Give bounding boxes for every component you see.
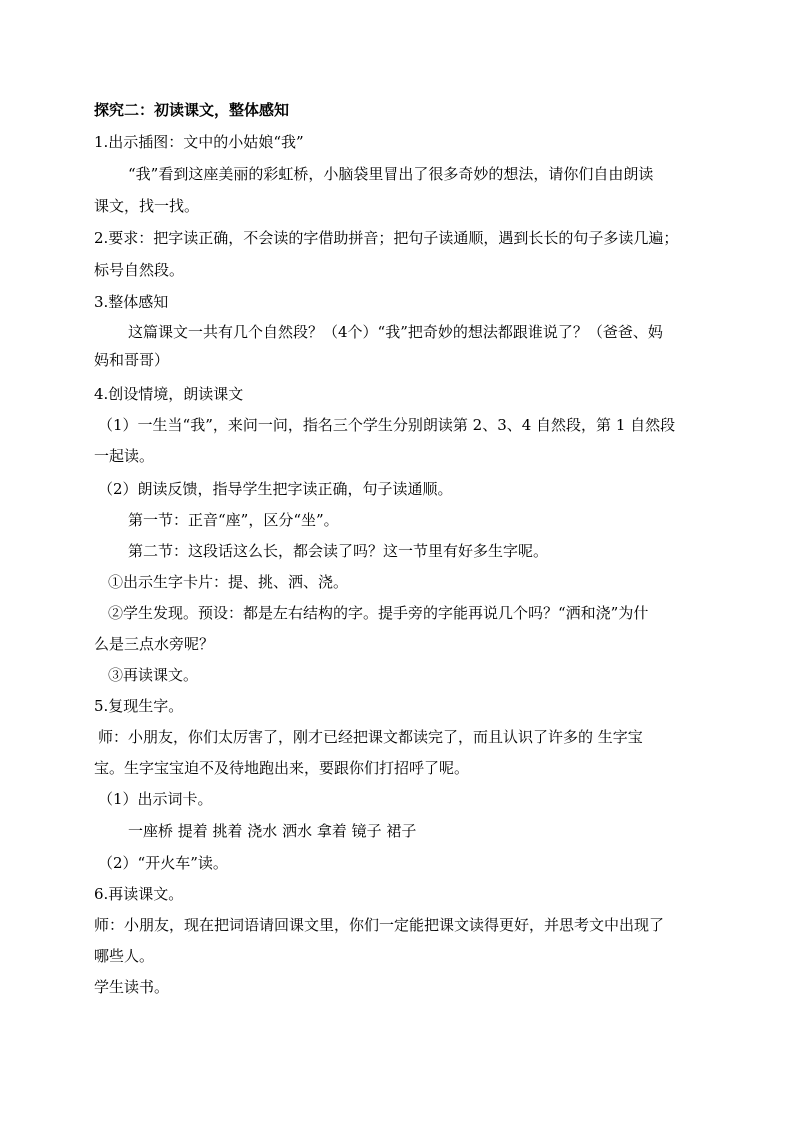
- paragraph-line: 一起读。: [94, 447, 155, 465]
- step-4-heading: 4.创设情境，朗读课文: [94, 385, 244, 403]
- paragraph-line: 宝。生字宝宝迫不及待地跑出来，要跟你们打招呼了呢。: [94, 759, 470, 777]
- paragraph-line: （1）一生当“我”，来问一问，指名三个学生分别朗读第 2、3、4 自然段，第 1 自然段: [98, 416, 676, 434]
- paragraph-line: 标号自然段。: [94, 261, 185, 279]
- paragraph-line: ③再读课文。: [108, 666, 199, 684]
- step-2-heading: 2.要求：把字读正确，不会读的字借助拼音；把句子读通顺，遇到长长的句子多读几遍；: [94, 229, 679, 247]
- paragraph-line: 么是三点水旁呢？: [94, 635, 215, 653]
- paragraph-line: “我”看到这座美丽的彩虹桥，小脑袋里冒出了很多奇妙的想法，请你们自由朗读: [128, 165, 654, 183]
- paragraph-line: 课文，找一找。: [94, 197, 200, 215]
- paragraph-line: 哪些人。: [94, 947, 155, 965]
- paragraph-line: 学生读书。: [94, 978, 170, 996]
- paragraph-line: 第一节：正音“座”，区分“坐”。: [128, 511, 339, 529]
- paragraph-line: 师：小朋友，现在把词语请回课文里，你们一定能把课文读得更好，并思考文中出现了: [94, 916, 665, 934]
- step-5-heading: 5.复现生字。: [94, 697, 184, 715]
- paragraph-line: 妈和哥哥）: [94, 351, 170, 369]
- paragraph-line: 这篇课文一共有几个自然段？（4个）“我”把奇妙的想法都跟谁说了？（爸爸、妈: [128, 323, 663, 341]
- paragraph-line: ②学生发现。预设：都是左右结构的字。提手旁的字能再说几个吗？“洒和浇”为什: [108, 604, 649, 622]
- step-3-heading: 3.整体感知: [94, 293, 169, 311]
- step-1-heading: 1.出示插图：文中的小姑娘“我”: [94, 133, 304, 151]
- paragraph-line: （2）“开火车”读。: [98, 854, 228, 872]
- paragraph-line: ①出示生字卡片：提、挑、洒、浇。: [108, 573, 349, 591]
- paragraph-line: 第二节：这段话这么长，都会读了吗？这一节里有好多生字呢。: [128, 542, 549, 560]
- word-card-list: 一座桥 提着 挑着 浇水 洒水 拿着 镜子 裙子: [128, 822, 417, 840]
- step-6-heading: 6.再读课文。: [94, 885, 184, 903]
- section-title: 探究二：初读课文，整体感知: [94, 101, 290, 119]
- paragraph-line: 师：小朋友，你们太厉害了，刚才已经把课文都读完了，而且认识了许多的 生字宝: [98, 728, 643, 746]
- paragraph-line: （1）出示词卡。: [98, 790, 213, 808]
- paragraph-line: （2）朗读反馈，指导学生把字读正确，句子读通顺。: [98, 480, 453, 498]
